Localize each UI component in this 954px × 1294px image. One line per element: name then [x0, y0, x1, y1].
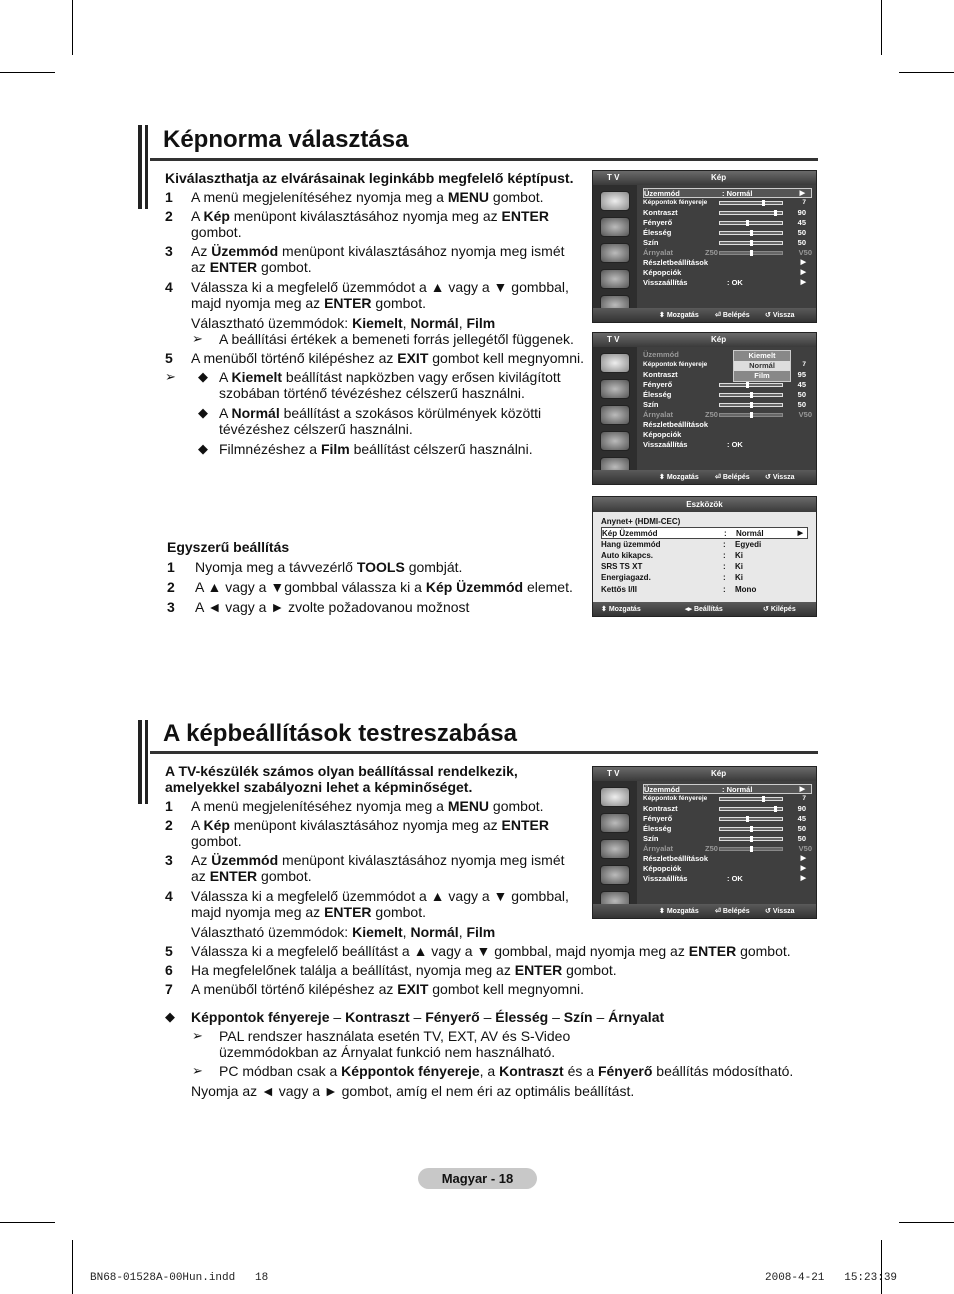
section2-intro: A TV-készülék számos olyan beállítással rendelkezik, amelyekkel szabályozni lehet a képminőséget. [165, 763, 518, 795]
crop-mark [899, 1222, 954, 1223]
diamond-bullet-icon: ◆ [198, 369, 208, 384]
step-2: A Kép menüpont kiválasztásához nyomja meg az ENTER gombot. [191, 208, 549, 240]
easy-step-3: A ◄ vagy a ► zvolte požadovanou možnost [195, 599, 470, 615]
step-5: A menüből történő kilépéshez az EXIT gombot kell megnyomni. [191, 350, 585, 366]
osd-picture-menu: T V Kép Üzemmód : Normál ▶ Képpontok fényereje 7 Kontraszt 90 Fényerő 45 Élesség 50 Szín 50 Árnyalat Z50 V50 Részletbeállítások ▶ Képopciók ▶ Visszaállítás : OK ▶ ⬍ Mozgatás ⏎ Belépés ↺ Vissza [592, 766, 817, 919]
s2-step-3: Az Üzemmód menüpont kiválasztásához nyomja meg ismét az ENTER gombot. [191, 852, 565, 884]
step-number: 3 [165, 852, 173, 868]
setup-gear-icon [600, 269, 630, 289]
step-number: 5 [165, 943, 173, 959]
step-number: 3 [167, 599, 175, 615]
tools-row: Kép Üzemmód : Normál ▶ [601, 527, 808, 538]
s2-step-1: A menü megjelenítéséhez nyomja meg a MENU gombot. [191, 798, 544, 814]
section1-intro: Kiválaszthatja az elvárásainak leginkább megfelelő képtípust. [165, 170, 574, 186]
sound-icon [600, 217, 630, 237]
step-number: 1 [165, 798, 173, 814]
crop-mark [881, 1240, 882, 1294]
section2-title: A képbeállítások testreszabása [163, 720, 517, 747]
step-number: 2 [167, 579, 175, 595]
note-arrow-icon: ➢ [192, 1028, 203, 1043]
step-number: 2 [165, 817, 173, 833]
setup-gear-icon [600, 431, 630, 451]
tools-row: SRS TS XT : Ki [601, 562, 743, 572]
note-1: A beállítási értékek a bemeneti forrás jellegétől függenek. [219, 331, 574, 347]
note-pc: PC módban csak a Képpontok fényereje, a Kontraszt és a Fényerő beállítás módosítható. [219, 1063, 794, 1079]
tools-row: Kettős I/II : Mono [601, 584, 757, 594]
picture-icon [600, 191, 630, 211]
section1-title: Képnorma választása [163, 126, 409, 153]
modes-line: Választható üzemmódok: Kiemelt, Normál, Film [191, 924, 496, 940]
step-number: 1 [165, 189, 173, 205]
crop-mark [881, 0, 882, 55]
s2-step-4: Válassza ki a megfelelő üzemmódot a ▲ vagy a ▼ gombbal, majd nyomja meg az ENTER gombot. [191, 888, 569, 920]
step-3: Az Üzemmód menüpont kiválasztásához nyomja meg ismét az ENTER gombot. [191, 243, 565, 275]
diamond-bullet-icon: ◆ [165, 1009, 175, 1024]
picture-icon [600, 353, 630, 373]
picture-icon [600, 787, 630, 807]
print-date: 2008-4-21 15:23:39 [765, 1272, 898, 1284]
final-instruction: Nyomja az ◄ vagy a ► gombot, amíg el nem éri az optimális beállítást. [191, 1083, 635, 1099]
bullet-kiemelt: A Kiemelt beállítást napközben vagy erősen kivilágított szobában történő tévézéshez célszerű használni. [219, 369, 561, 401]
step-number: 4 [165, 888, 173, 904]
tools-row: Auto kikapcs. : Ki [601, 550, 743, 560]
osd-tools-menu: Eszközök Anynet+ (HDMI-CEC) Kép Üzemmód : Normál ▶ Hang üzemmód : Egyedi Auto kikapcs. : Ki SRS TS XT : Ki Energiagazd. : Ki Kettős I/II : Mono ⬍ Mozgatás ◂▸ Beállítás ↺ Kilépés [592, 496, 817, 617]
tools-row: Hang üzemmód : Egyedi [601, 539, 762, 549]
s2-step-7: A menüből történő kilépéshez az EXIT gombot kell megnyomni. [191, 981, 585, 997]
osd-picture-menu: T V Kép Üzemmód : Normál ▶ Képpontok fényereje 7 Kontraszt 90 Fényerő 45 Élesség 50 Szín 50 Árnyalat Z50 V50 Részletbeállítások ▶ Képopciók ▶ Visszaállítás : OK ▶ ⬍ Mozgatás ⏎ Belépés ↺ Vissza [592, 170, 817, 323]
osd-picture-mode-popup: T V Kép Üzemmód Képpontok fényereje 7 Kontraszt 95 Fényerő 45 Élesség 50 Szín 50 Árnyalat Z50 V50 Részletbeállítások Képopciók Visszaállítás : OK Kiemelt Normál Film ⬍ Mozgatás ⏎ Belépés ↺ Vissza [592, 332, 817, 485]
s2-step-6: Ha megfelelőnek találja a beállítást, nyomja meg az ENTER gombot. [191, 962, 617, 978]
crop-mark [0, 72, 55, 73]
step-number: 1 [167, 559, 175, 575]
diamond-bullet-icon: ◆ [198, 441, 208, 456]
step-number: 2 [165, 208, 173, 224]
step-4: Válassza ki a megfelelő üzemmódot a ▲ vagy a ▼ gombbal, majd nyomja meg az ENTER gombot. [191, 279, 569, 311]
tools-row: Energiagazd. : Ki [601, 573, 743, 583]
step-number: 5 [165, 350, 173, 366]
note-arrow-icon: ➢ [192, 331, 203, 346]
sound-icon [600, 379, 630, 399]
section-rule [150, 158, 818, 161]
bullet-normal: A Normál beállítást a szokásos körülmények közötti tévézéshez célszerű használni. [219, 405, 542, 437]
step-number: 3 [165, 243, 173, 259]
picture-mode-dropdown: Kiemelt Normál Film [733, 350, 791, 382]
channel-icon [600, 243, 630, 263]
s2-step-2: A Kép menüpont kiválasztásához nyomja meg az ENTER gombot. [191, 817, 549, 849]
step-number: 7 [165, 981, 173, 997]
note-pal: PAL rendszer használata esetén TV, EXT, AV és S-Video üzemmódokban az Árnyalat funkció nem használható. [219, 1028, 571, 1060]
note-arrow-icon: ➢ [192, 1063, 203, 1078]
easy-step-1: Nyomja meg a távvezérlő TOOLS gombját. [195, 559, 463, 575]
crop-mark [899, 72, 954, 73]
crop-mark [72, 0, 73, 55]
sound-icon [600, 813, 630, 833]
section-bar [138, 720, 148, 804]
section-bar [138, 125, 148, 209]
crop-mark [72, 1240, 73, 1294]
channel-icon [600, 839, 630, 859]
crop-mark [0, 1222, 55, 1223]
step-number: 6 [165, 962, 173, 978]
step-1: A menü megjelenítéséhez nyomja meg a MENU gombot. [191, 189, 544, 205]
s2-step-5: Válassza ki a megfelelő beállítást a ▲ vagy a ▼ gombbal, majd nyomja meg az ENTER gombot. [191, 943, 791, 959]
tools-row: Anynet+ (HDMI-CEC) [601, 517, 681, 526]
bullet-film: Filmnézéshez a Film beállítást célszerű használni. [219, 441, 533, 457]
channel-icon [600, 405, 630, 425]
setup-gear-icon [600, 865, 630, 885]
diamond-bullet-icon: ◆ [198, 405, 208, 420]
note-arrow-icon: ➢ [165, 369, 176, 384]
file-info: BN68-01528A-00Hun.indd 18 [90, 1272, 269, 1284]
modes-line: Választható üzemmódok: Kiemelt, Normál, Film [191, 315, 496, 331]
step-number: 4 [165, 279, 173, 295]
easy-step-2: A ▲ vagy a ▼gombbal válassza ki a Kép Üzemmód elemet. [195, 579, 573, 595]
section-rule [150, 751, 818, 754]
page-number: Magyar - 18 [418, 1168, 537, 1189]
settings-list: Képpontok fényereje – Kontraszt – Fényerő – Élesség – Szín – Árnyalat [191, 1009, 665, 1025]
easy-title: Egyszerű beállítás [167, 539, 290, 555]
